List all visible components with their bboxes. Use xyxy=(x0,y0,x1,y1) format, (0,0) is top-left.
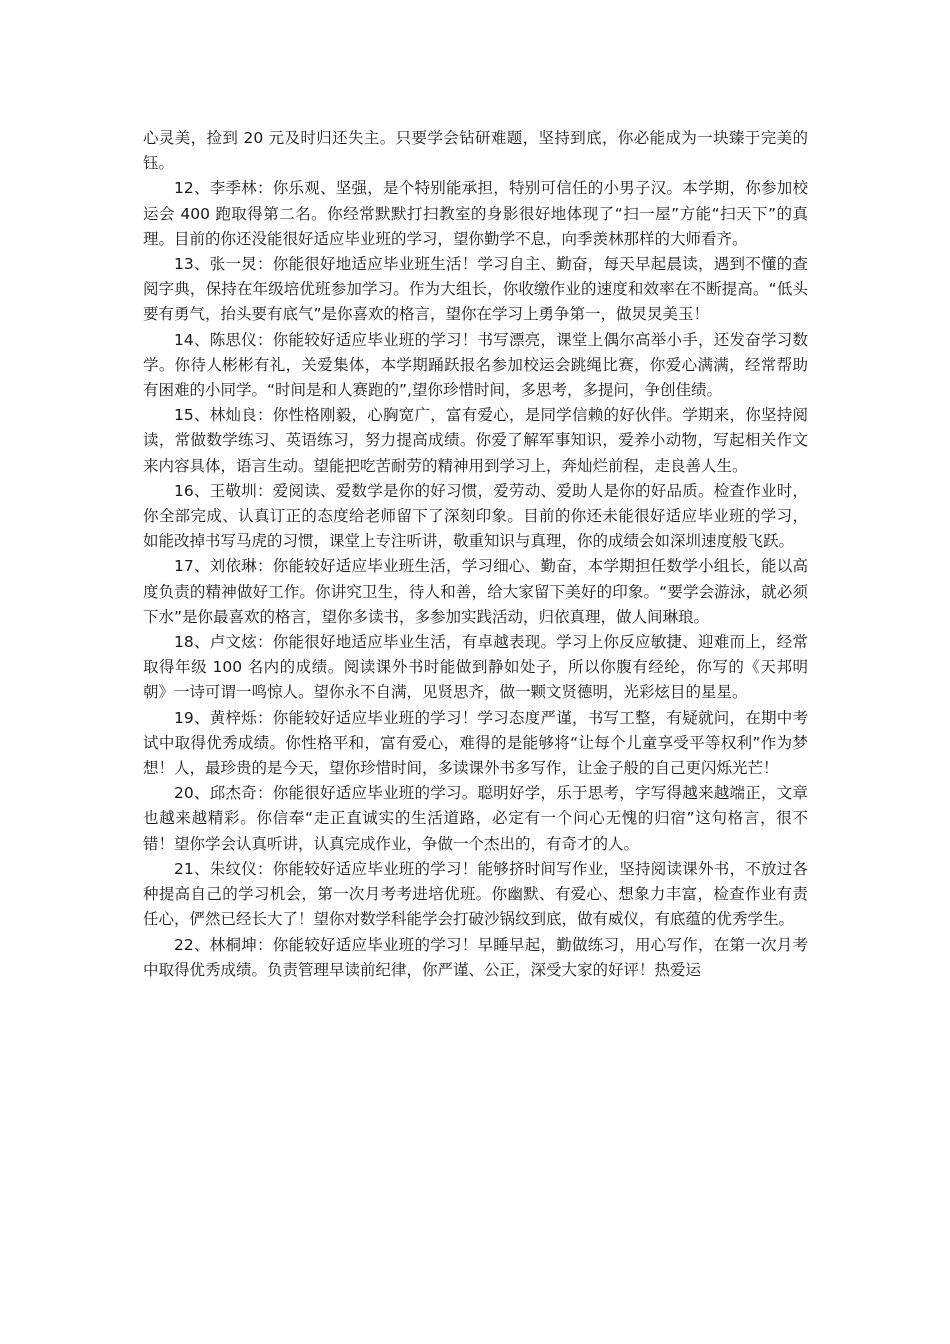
comment-paragraph-18: 18、卢文炫：你能很好地适应毕业生活，有卓越表现。学习上你反应敏捷、迎难而上，经常取得年级 100 名内的成绩。阅读课外书时能做到静如处子，所以你腹有经纶，你写的《天邦明朝》一诗可谓一鸣惊人。望你永不自满，见贤思齐，做一颗文贤德明，光彩炫目的星星。 xyxy=(143,633,808,702)
comment-paragraph-16: 16、王敬圳：爱阅读、爱数学是你的好习惯，爱劳动、爱助人是你的好品质。检查作业时，你全部完成、认真订正的态度给老师留下了深刻印象。目前的你还未能很好适应毕业班的学习，如能改掉书写马虎的习惯，课堂上专注听讲，敬重知识与真理，你的成绩会如深圳速度般飞跃。 xyxy=(143,481,808,551)
comment-paragraph-12: 12、李季林：你乐观、坚强，是个特别能承担，特别可信任的小男子汉。本学期，你参加校运会 400 跑取得第二名。你经常默默打扫教室的身影很好地体现了“扫一屋”方能“扫天下”的真理。目前的你还没能很好适应毕业班的学习，望你勤学不息，向季羡林那样的大师看齐。 xyxy=(143,179,808,248)
comment-paragraph-20: 20、邱杰奇：你能很好适应毕业班的学习。聪明好学，乐于思考，字写得越来越端正，文章也越来越精彩。你信奉“走正直诚实的生活道路，必定有一个问心无愧的归宿”这句格言，很不错！望你学会认真听讲，认真完成作业，争做一个杰出的，有奇才的人。 xyxy=(143,784,808,853)
comment-paragraph-19: 19、黄梓烁：你能较好适应毕业班的学习！学习态度严谨，书写工整，有疑就问，在期中考试中取得优秀成绩。你性格平和，富有爱心，难得的是能够将“让每个儿童享受平等权利”作为梦想！人，最珍贵的是今天，望你珍惜时间，多读课外书多写作，让金子般的自己更闪烁光芒！ xyxy=(143,708,808,778)
comment-paragraph-15: 15、林灿良：你性格刚毅，心胸宽广，富有爱心，是同学信赖的好伙伴。学期来，你坚持阅读，常做数学练习、英语练习，努力提高成绩。你爱了解军事知识，爱养小动物，写起相关作文来内容具体，语言生动。望能把吃苦耐劳的精神用到学习上，奔灿烂前程，走良善人生。 xyxy=(143,406,808,475)
comment-paragraph-21: 21、朱纹仪：你能较好适应毕业班的学习！能够挤时间写作业，坚持阅读课外书，不放过各种提高自己的学习机会，第一次月考考进培优班。你幽默、有爱心、想象力丰富，检查作业有责任心，俨然已经长大了！望你对数学科能学会打破沙锅纹到底，做有威仪，有底蕴的优秀学生。 xyxy=(143,859,808,929)
paragraph-continuation: 心灵美，捡到 20 元及时归还失主。只要学会钻研难题，坚持到底，你必能成为一块臻于完美的钰。 xyxy=(143,129,808,173)
comment-paragraph-14: 14、陈思仪：你能较好适应毕业班的学习！书写漂亮，课堂上偶尔高举小手，还发奋学习数学。你待人彬彬有礼，关爱集体，本学期踊跃报名参加校运会跳绳比赛，你爱心满满，经常帮助有困难的小同学。“时间是和人赛跑的”,望你珍惜时间，多思考，多提问，争创佳绩。 xyxy=(143,330,808,400)
comment-paragraph-17: 17、刘依琳：你能较好适应毕业班生活，学习细心、勤奋，本学期担任数学小组长，能以高度负责的精神做好工作。你讲究卫生，待人和善，给大家留下美好的印象。“要学会游泳，就必须下水”是你最喜欢的格言，望你多读书，多参加实践活动，归依真理，做人间琳琅。 xyxy=(143,557,808,626)
document-page xyxy=(143,126,808,983)
comment-paragraph-22: 22、林桐坤：你能较好适应毕业班的学习！早睡早起，勤做练习，用心写作，在第一次月考中取得优秀成绩。负责管理早读前纪律，你严谨、公正，深受大家的好评！热爱运 xyxy=(143,935,808,979)
comment-paragraph-13: 13、张一炅：你能很好地适应毕业班生活！学习自主、勤奋，每天早起晨读，遇到不懂的查阅字典，保持在年级培优班参加学习。作为大组长，你收缴作业的速度和效率在不断提高。“低头要有勇气，抬头要有底气”是你喜欢的格言，望你在学习上勇争第一，做炅炅美玉！ xyxy=(143,255,808,324)
